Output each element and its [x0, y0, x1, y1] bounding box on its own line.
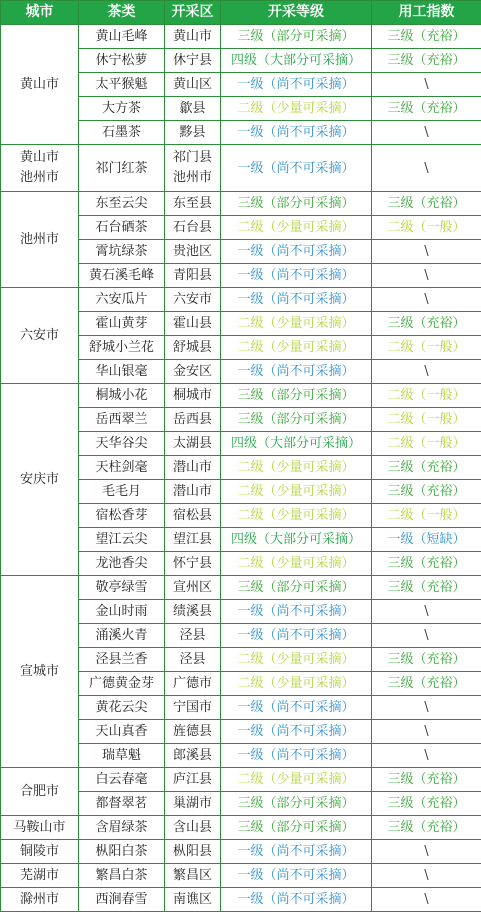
area-cell: 郎溪县 — [165, 744, 221, 768]
area-cell: 霍山县 — [165, 312, 221, 336]
area-cell: 绩溪县 — [165, 600, 221, 624]
area-cell: 旌德县 — [165, 720, 221, 744]
labor-cell: \ — [372, 888, 481, 912]
table-row — [1, 840, 481, 864]
tea-cell: 瑞草魁 — [79, 744, 165, 768]
city-cell: 马鞍山市 — [1, 816, 79, 840]
area-cell: 六安市 — [165, 288, 221, 312]
grade-cell: 二级（少量可采摘） — [221, 552, 372, 576]
city-cell: 安庆市 — [1, 384, 79, 576]
labor-cell: 三级（充裕） — [372, 97, 481, 121]
grade-cell: 二级（少量可采摘） — [221, 216, 372, 240]
labor-cell: 三级（充裕） — [372, 25, 481, 49]
table-body — [1, 25, 481, 912]
area-cell: 枞阳县 — [165, 840, 221, 864]
area-cell: 舒城县 — [165, 336, 221, 360]
grade-cell: 三级（部分可采摘） — [221, 192, 372, 216]
city-cell: 合肥市 — [1, 768, 79, 816]
tea-cell: 枞阳白茶 — [79, 840, 165, 864]
area-cell: 南谯区 — [165, 888, 221, 912]
tea-cell: 金山时雨 — [79, 600, 165, 624]
labor-cell: \ — [372, 600, 481, 624]
tea-cell: 祁门红茶 — [79, 145, 165, 192]
grade-cell: 二级（少量可采摘） — [221, 456, 372, 480]
tea-cell: 西涧春雪 — [79, 888, 165, 912]
labor-cell: \ — [372, 264, 481, 288]
grade-cell: 一级（尚不可采摘） — [221, 288, 372, 312]
grade-cell: 四级（大部分可采摘） — [221, 432, 372, 456]
labor-cell: \ — [372, 288, 481, 312]
tea-cell: 太平猴魁 — [79, 73, 165, 97]
grade-cell: 二级（少量可采摘） — [221, 672, 372, 696]
header-tea: 茶类 — [79, 1, 165, 25]
labor-cell: 二级（一般） — [372, 336, 481, 360]
table-row — [1, 816, 481, 840]
area-cell: 广德市 — [165, 672, 221, 696]
area-cell: 潜山市 — [165, 456, 221, 480]
tea-cell: 龙池香尖 — [79, 552, 165, 576]
area-cell: 歙县 — [165, 97, 221, 121]
labor-cell: 三级（充裕） — [372, 768, 481, 792]
area-cell: 庐江县 — [165, 768, 221, 792]
labor-cell: \ — [372, 624, 481, 648]
labor-cell: 三级（充裕） — [372, 648, 481, 672]
area-cell: 祁门县 池州市 — [165, 145, 221, 192]
grade-cell: 一级（尚不可采摘） — [221, 121, 372, 145]
grade-cell: 一级（尚不可采摘） — [221, 264, 372, 288]
labor-cell: 三级（充裕） — [372, 792, 481, 816]
tea-cell: 毛毛月 — [79, 480, 165, 504]
area-cell: 桐城市 — [165, 384, 221, 408]
area-cell: 金安区 — [165, 360, 221, 384]
table-row — [1, 576, 481, 600]
tea-cell: 石墨茶 — [79, 121, 165, 145]
labor-cell: 三级（充裕） — [372, 552, 481, 576]
grade-cell: 一级（尚不可采摘） — [221, 888, 372, 912]
grade-cell: 三级（部分可采摘） — [221, 408, 372, 432]
labor-cell: 二级（一般） — [372, 432, 481, 456]
tea-cell: 广德黄金芽 — [79, 672, 165, 696]
tea-cell: 黄花云尖 — [79, 696, 165, 720]
table-row — [1, 864, 481, 888]
area-cell: 黄山区 — [165, 73, 221, 97]
tea-cell: 涌溪火青 — [79, 624, 165, 648]
labor-cell: \ — [372, 864, 481, 888]
grade-cell: 四级（大部分可采摘） — [221, 49, 372, 73]
grade-cell: 三级（部分可采摘） — [221, 384, 372, 408]
labor-cell: 一级（短缺） — [372, 528, 481, 552]
labor-cell: \ — [372, 240, 481, 264]
grade-cell: 一级（尚不可采摘） — [221, 744, 372, 768]
area-cell: 潜山市 — [165, 480, 221, 504]
labor-cell: \ — [372, 696, 481, 720]
header-labor: 用工指数 — [372, 1, 481, 25]
header-grade: 开采等级 — [221, 1, 372, 25]
grade-cell: 一级（尚不可采摘） — [221, 624, 372, 648]
table-row — [1, 768, 481, 792]
table-row — [1, 288, 481, 312]
area-cell: 岳西县 — [165, 408, 221, 432]
grade-cell: 一级（尚不可采摘） — [221, 600, 372, 624]
table-row — [1, 192, 481, 216]
tea-cell: 桐城小花 — [79, 384, 165, 408]
area-cell: 繁昌区 — [165, 864, 221, 888]
area-cell: 宣州区 — [165, 576, 221, 600]
tea-cell: 霍山黄芽 — [79, 312, 165, 336]
labor-cell: 三级（充裕） — [372, 480, 481, 504]
tea-cell: 天柱剑毫 — [79, 456, 165, 480]
grade-cell: 三级（部分可采摘） — [221, 25, 372, 49]
labor-cell: \ — [372, 744, 481, 768]
area-cell: 黄山市 — [165, 25, 221, 49]
area-cell: 东至县 — [165, 192, 221, 216]
area-cell: 休宁县 — [165, 49, 221, 73]
city-cell: 铜陵市 — [1, 840, 79, 864]
labor-cell: \ — [372, 145, 481, 192]
tea-cell: 含眉绿茶 — [79, 816, 165, 840]
grade-cell: 一级（尚不可采摘） — [221, 73, 372, 97]
area-cell: 贵池区 — [165, 240, 221, 264]
header-row — [1, 1, 481, 25]
tea-cell: 黄石溪毛峰 — [79, 264, 165, 288]
area-cell: 石台县 — [165, 216, 221, 240]
table-row — [1, 145, 481, 192]
tea-cell: 天山真香 — [79, 720, 165, 744]
tea-cell: 石台硒茶 — [79, 216, 165, 240]
header-city: 城市 — [1, 1, 79, 25]
grade-cell: 二级（少量可采摘） — [221, 648, 372, 672]
tea-cell: 黄山毛峰 — [79, 25, 165, 49]
labor-cell: 三级（充裕） — [372, 816, 481, 840]
city-cell: 六安市 — [1, 288, 79, 384]
labor-cell: \ — [372, 720, 481, 744]
city-cell: 滁州市 — [1, 888, 79, 912]
labor-cell: 三级（充裕） — [372, 576, 481, 600]
labor-cell: 二级（一般） — [372, 216, 481, 240]
city-cell: 黄山市 池州市 — [1, 145, 79, 192]
tea-cell: 霄坑绿茶 — [79, 240, 165, 264]
grade-cell: 四级（大部分可采摘） — [221, 528, 372, 552]
tea-cell: 休宁松萝 — [79, 49, 165, 73]
tea-cell: 白云春毫 — [79, 768, 165, 792]
area-cell: 含山县 — [165, 816, 221, 840]
labor-cell: 三级（充裕） — [372, 456, 481, 480]
tea-cell: 繁昌白茶 — [79, 864, 165, 888]
grade-cell: 一级（尚不可采摘） — [221, 720, 372, 744]
labor-cell: 三级（充裕） — [372, 49, 481, 73]
grade-cell: 三级（部分可采摘） — [221, 816, 372, 840]
grade-cell: 二级（少量可采摘） — [221, 768, 372, 792]
area-cell: 太湖县 — [165, 432, 221, 456]
area-cell: 泾县 — [165, 624, 221, 648]
city-cell: 池州市 — [1, 192, 79, 288]
grade-cell: 一级（尚不可采摘） — [221, 864, 372, 888]
area-cell: 怀宁县 — [165, 552, 221, 576]
area-cell: 青阳县 — [165, 264, 221, 288]
labor-cell: \ — [372, 360, 481, 384]
grade-cell: 一级（尚不可采摘） — [221, 360, 372, 384]
city-cell: 黄山市 — [1, 25, 79, 145]
labor-cell: 三级（充裕） — [372, 192, 481, 216]
labor-cell: 二级（一般） — [372, 408, 481, 432]
area-cell: 宿松县 — [165, 504, 221, 528]
tea-cell: 岳西翠兰 — [79, 408, 165, 432]
labor-cell: 三级（充裕） — [372, 672, 481, 696]
city-cell: 芜湖市 — [1, 864, 79, 888]
labor-cell: 二级（一般） — [372, 504, 481, 528]
grade-cell: 一级（尚不可采摘） — [221, 240, 372, 264]
tea-cell: 大方茶 — [79, 97, 165, 121]
grade-cell: 二级（少量可采摘） — [221, 480, 372, 504]
area-cell: 宁国市 — [165, 696, 221, 720]
grade-cell: 二级（少量可采摘） — [221, 312, 372, 336]
city-cell: 宣城市 — [1, 576, 79, 768]
table-row — [1, 384, 481, 408]
area-cell: 黟县 — [165, 121, 221, 145]
tea-cell: 都督翠茗 — [79, 792, 165, 816]
labor-cell: \ — [372, 840, 481, 864]
grade-cell: 三级（部分可采摘） — [221, 576, 372, 600]
header-area: 开采区 — [165, 1, 221, 25]
table-row — [1, 25, 481, 49]
grade-cell: 一级（尚不可采摘） — [221, 840, 372, 864]
labor-cell: 二级（一般） — [372, 384, 481, 408]
tea-cell: 敬亭绿雪 — [79, 576, 165, 600]
tea-cell: 舒城小兰花 — [79, 336, 165, 360]
grade-cell: 一级（尚不可采摘） — [221, 145, 372, 192]
tea-cell: 华山银毫 — [79, 360, 165, 384]
labor-cell: \ — [372, 73, 481, 97]
labor-cell: 三级（充裕） — [372, 312, 481, 336]
tea-cell: 宿松香芽 — [79, 504, 165, 528]
area-cell: 巢湖市 — [165, 792, 221, 816]
tea-cell: 望江云尖 — [79, 528, 165, 552]
table-row — [1, 888, 481, 912]
tea-cell: 六安瓜片 — [79, 288, 165, 312]
grade-cell: 三级（部分可采摘） — [221, 792, 372, 816]
tea-cell: 泾县兰香 — [79, 648, 165, 672]
labor-cell: \ — [372, 121, 481, 145]
area-cell: 望江县 — [165, 528, 221, 552]
area-cell: 泾县 — [165, 648, 221, 672]
grade-cell: 一级（尚不可采摘） — [221, 696, 372, 720]
grade-cell: 二级（少量可采摘） — [221, 336, 372, 360]
grade-cell: 二级（少量可采摘） — [221, 504, 372, 528]
tea-cell: 东至云尖 — [79, 192, 165, 216]
grade-cell: 二级（少量可采摘） — [221, 97, 372, 121]
tea-cell: 天华谷尖 — [79, 432, 165, 456]
